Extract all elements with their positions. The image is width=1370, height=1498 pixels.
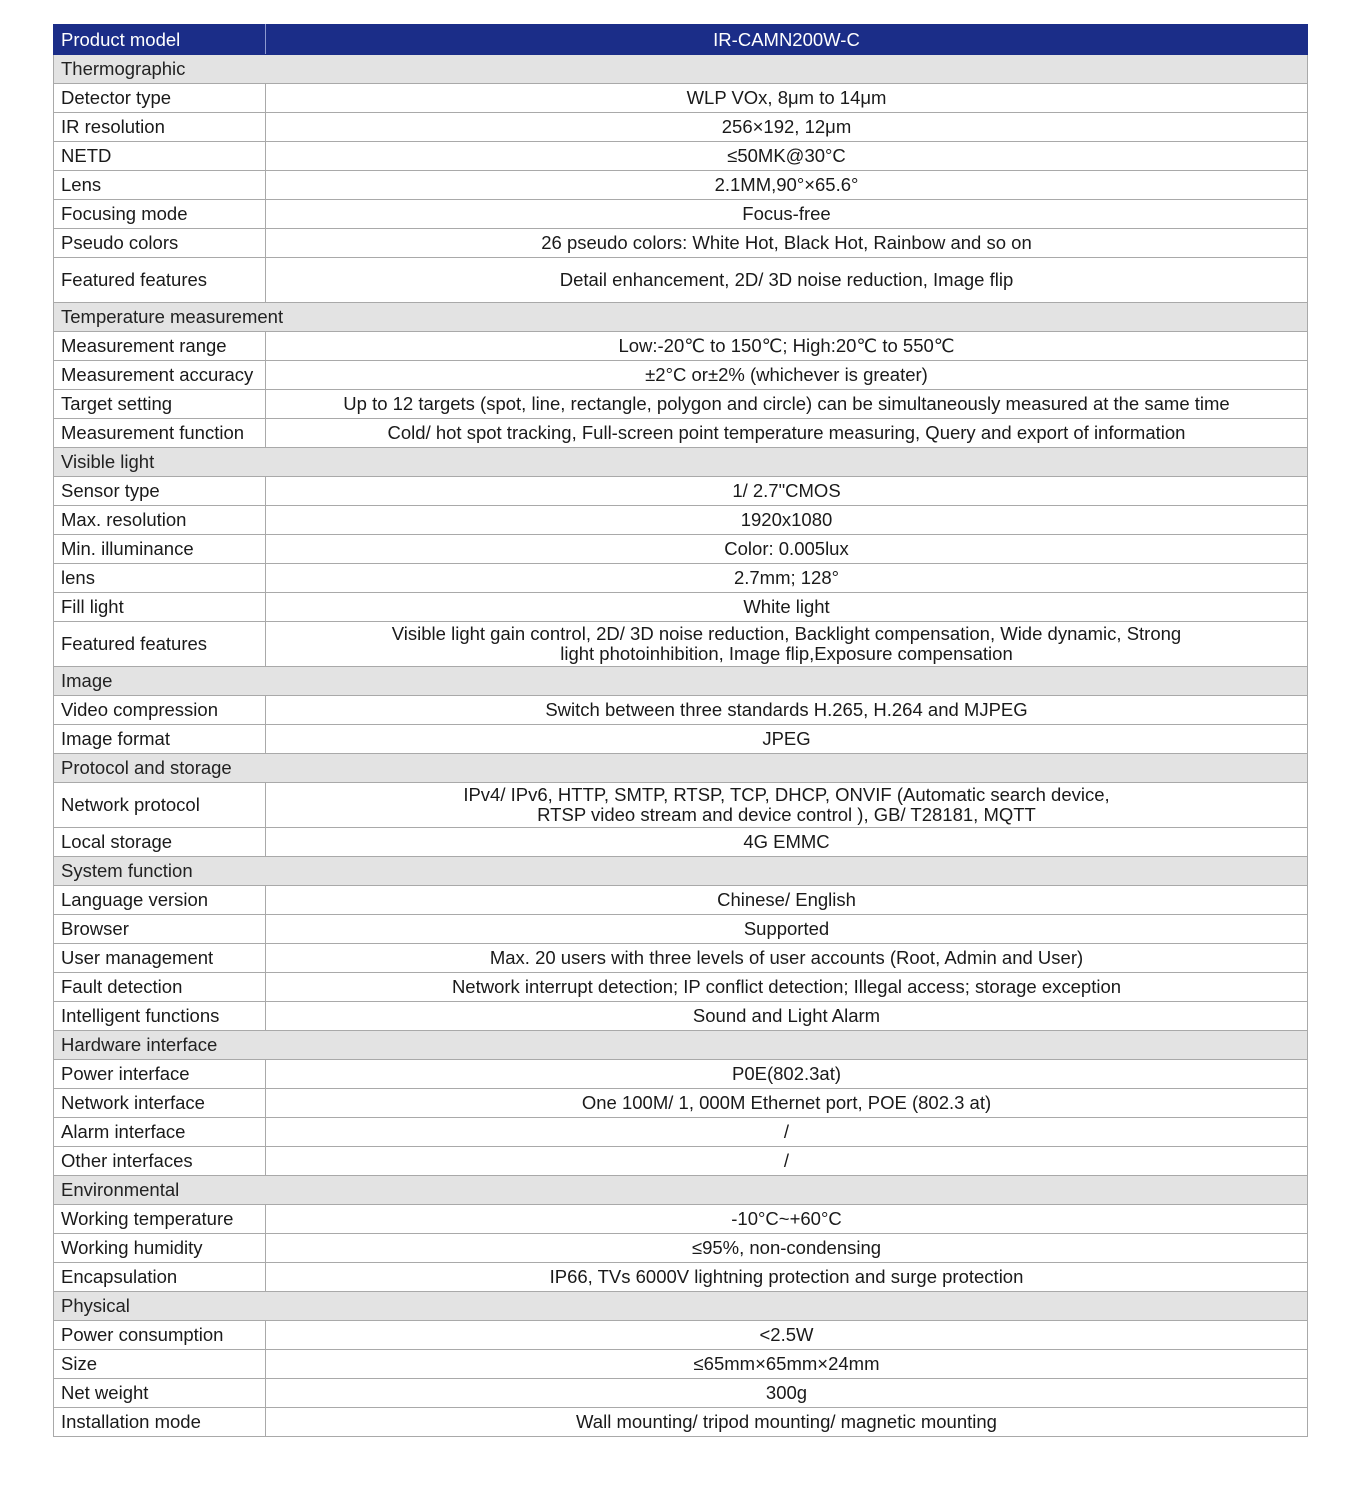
- row-label: Measurement function: [54, 419, 266, 448]
- table-row: [54, 1089, 1308, 1118]
- table-row: [54, 142, 1308, 171]
- section-header-row: [54, 303, 1308, 332]
- row-value: ≤95%, non-condensing: [266, 1234, 1308, 1263]
- row-label: Featured features: [54, 258, 266, 303]
- row-value: Color: 0.005lux: [266, 535, 1308, 564]
- row-label: Size: [54, 1350, 266, 1379]
- section-title: Physical: [54, 1292, 1308, 1321]
- row-value-line: RTSP video stream and device control ), GB/ T28181, MQTT: [537, 804, 1036, 825]
- table-row: [54, 84, 1308, 113]
- table-row: [54, 1002, 1308, 1031]
- table-row: [54, 332, 1308, 361]
- row-label: Intelligent functions: [54, 1002, 266, 1031]
- row-label: Measurement range: [54, 332, 266, 361]
- table-row: [54, 200, 1308, 229]
- row-value: Chinese/ English: [266, 886, 1308, 915]
- section-title: Temperature measurement: [54, 303, 1308, 332]
- row-label: Featured features: [54, 622, 266, 667]
- header-row: [54, 25, 1308, 55]
- row-value: [266, 783, 1308, 828]
- section-title: Visible light: [54, 448, 1308, 477]
- row-label: Sensor type: [54, 477, 266, 506]
- table-row: [54, 390, 1308, 419]
- row-label: Max. resolution: [54, 506, 266, 535]
- section-header-row: [54, 667, 1308, 696]
- row-value: Detail enhancement, 2D/ 3D noise reduction, Image flip: [266, 258, 1308, 303]
- section-title: Environmental: [54, 1176, 1308, 1205]
- section-title: System function: [54, 857, 1308, 886]
- row-label: Measurement accuracy: [54, 361, 266, 390]
- row-label: Power interface: [54, 1060, 266, 1089]
- row-value: WLP VOx, 8μm to 14μm: [266, 84, 1308, 113]
- row-value: 26 pseudo colors: White Hot, Black Hot, Rainbow and so on: [266, 229, 1308, 258]
- table-row: [54, 915, 1308, 944]
- row-value: [266, 622, 1308, 667]
- row-label: Video compression: [54, 696, 266, 725]
- row-value: P0E(802.3at): [266, 1060, 1308, 1089]
- table-row: [54, 258, 1308, 303]
- table-row: [54, 725, 1308, 754]
- row-label: Local storage: [54, 828, 266, 857]
- row-label: Fault detection: [54, 973, 266, 1002]
- spec-table-body: [54, 25, 1308, 1437]
- row-value-line: IPv4/ IPv6, HTTP, SMTP, RTSP, TCP, DHCP, ONVIF (Automatic search device,: [463, 784, 1110, 805]
- table-row: [54, 171, 1308, 200]
- section-title: Hardware interface: [54, 1031, 1308, 1060]
- row-value: 256×192, 12μm: [266, 113, 1308, 142]
- section-header-row: [54, 1031, 1308, 1060]
- section-header-row: [54, 1292, 1308, 1321]
- row-value: 1920x1080: [266, 506, 1308, 535]
- table-row: [54, 564, 1308, 593]
- table-row: [54, 1118, 1308, 1147]
- row-label: Net weight: [54, 1379, 266, 1408]
- table-row: [54, 113, 1308, 142]
- row-value: White light: [266, 593, 1308, 622]
- row-value: <2.5W: [266, 1321, 1308, 1350]
- row-value: -10°C~+60°C: [266, 1205, 1308, 1234]
- row-value-line: Visible light gain control, 2D/ 3D noise reduction, Backlight compensation, Wide dynamic, Strong: [391, 623, 1182, 644]
- row-value: Up to 12 targets (spot, line, rectangle, polygon and circle) can be simultaneously measured at the same time: [266, 390, 1308, 419]
- row-value: One 100M/ 1, 000M Ethernet port, POE (802.3 at): [266, 1089, 1308, 1118]
- row-value: Cold/ hot spot tracking, Full-screen point temperature measuring, Query and export of information: [266, 419, 1308, 448]
- row-value: Low:-20℃ to 150℃; High:20℃ to 550℃: [266, 332, 1308, 361]
- table-row: [54, 696, 1308, 725]
- row-label: Network interface: [54, 1089, 266, 1118]
- row-value: 2.1MM,90°×65.6°: [266, 171, 1308, 200]
- table-row: [54, 973, 1308, 1002]
- table-row: [54, 229, 1308, 258]
- row-value: 2.7mm; 128°: [266, 564, 1308, 593]
- row-value: 300g: [266, 1379, 1308, 1408]
- table-row: [54, 1379, 1308, 1408]
- table-row: [54, 1060, 1308, 1089]
- row-value: Supported: [266, 915, 1308, 944]
- row-value: Network interrupt detection; IP conflict detection; Illegal access; storage exception: [266, 973, 1308, 1002]
- table-row: [54, 886, 1308, 915]
- row-value: Switch between three standards H.265, H.264 and MJPEG: [266, 696, 1308, 725]
- row-label: Min. illuminance: [54, 535, 266, 564]
- row-value: Focus-free: [266, 200, 1308, 229]
- row-label: User management: [54, 944, 266, 973]
- row-label: Installation mode: [54, 1408, 266, 1437]
- table-row: [54, 1147, 1308, 1176]
- table-row: [54, 944, 1308, 973]
- row-value: ≤65mm×65mm×24mm: [266, 1350, 1308, 1379]
- section-title: Thermographic: [54, 55, 1308, 84]
- row-label: Lens: [54, 171, 266, 200]
- table-row: [54, 1263, 1308, 1292]
- row-label: Power consumption: [54, 1321, 266, 1350]
- row-label: Network protocol: [54, 783, 266, 828]
- row-value: /: [266, 1147, 1308, 1176]
- row-label: Detector type: [54, 84, 266, 113]
- table-row: [54, 361, 1308, 390]
- row-value: Wall mounting/ tripod mounting/ magnetic mounting: [266, 1408, 1308, 1437]
- row-value: 1/ 2.7"CMOS: [266, 477, 1308, 506]
- row-label: Working temperature: [54, 1205, 266, 1234]
- row-label: Browser: [54, 915, 266, 944]
- header-label: Product model: [54, 25, 266, 55]
- section-title: Image: [54, 667, 1308, 696]
- table-row: [54, 1321, 1308, 1350]
- row-label: Working humidity: [54, 1234, 266, 1263]
- row-value: Max. 20 users with three levels of user accounts (Root, Admin and User): [266, 944, 1308, 973]
- table-row: [54, 1350, 1308, 1379]
- section-header-row: [54, 55, 1308, 84]
- table-row: [54, 1205, 1308, 1234]
- table-row: [54, 1408, 1308, 1437]
- row-label: lens: [54, 564, 266, 593]
- table-row: [54, 477, 1308, 506]
- row-label: Other interfaces: [54, 1147, 266, 1176]
- row-label: Focusing mode: [54, 200, 266, 229]
- row-value: /: [266, 1118, 1308, 1147]
- row-label: Language version: [54, 886, 266, 915]
- table-row: [54, 506, 1308, 535]
- row-value: 4G EMMC: [266, 828, 1308, 857]
- table-row: [54, 593, 1308, 622]
- section-header-row: [54, 754, 1308, 783]
- row-label: NETD: [54, 142, 266, 171]
- table-row: [54, 1234, 1308, 1263]
- table-row: [54, 828, 1308, 857]
- row-value: IP66, TVs 6000V lightning protection and surge protection: [266, 1263, 1308, 1292]
- section-header-row: [54, 448, 1308, 477]
- table-row: [54, 535, 1308, 564]
- row-value: ≤50MK@30°C: [266, 142, 1308, 171]
- table-row: [54, 783, 1308, 828]
- section-header-row: [54, 857, 1308, 886]
- row-label: Pseudo colors: [54, 229, 266, 258]
- row-label: Encapsulation: [54, 1263, 266, 1292]
- row-label: Fill light: [54, 593, 266, 622]
- row-value: Sound and Light Alarm: [266, 1002, 1308, 1031]
- header-value: IR-CAMN200W-C: [266, 25, 1308, 55]
- row-label: Image format: [54, 725, 266, 754]
- row-value: ±2°C or±2% (whichever is greater): [266, 361, 1308, 390]
- section-title: Protocol and storage: [54, 754, 1308, 783]
- row-label: Target setting: [54, 390, 266, 419]
- row-label: IR resolution: [54, 113, 266, 142]
- row-value-line: light photoinhibition, Image flip,Exposure compensation: [560, 643, 1013, 664]
- table-row: [54, 622, 1308, 667]
- row-value: JPEG: [266, 725, 1308, 754]
- row-label: Alarm interface: [54, 1118, 266, 1147]
- section-header-row: [54, 1176, 1308, 1205]
- spec-table: [53, 24, 1308, 1437]
- table-row: [54, 419, 1308, 448]
